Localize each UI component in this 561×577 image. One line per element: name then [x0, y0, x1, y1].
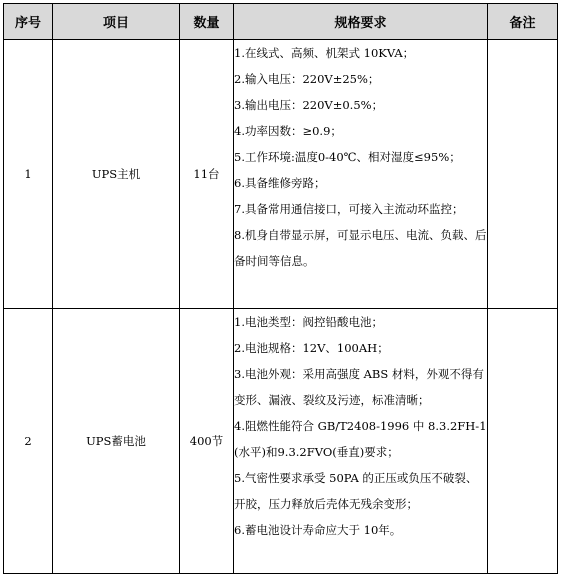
spec-line: 6.具备维修旁路； [234, 176, 326, 190]
cell-note [488, 309, 558, 574]
cell-note [488, 40, 558, 309]
spec-line: 7.具备常用通信接口，可接入主流动环监控； [234, 202, 464, 216]
header-row [4, 4, 558, 40]
cell-qty: 11台 [180, 40, 234, 309]
cell-seq: 1 [4, 40, 53, 309]
spec-table [3, 3, 558, 574]
cell-qty: 400节 [180, 309, 234, 574]
spec-line: 5.气密性要求承受 50PA 的正压或负压不破裂、开胶，压力释放后壳体无残余变形； [234, 471, 478, 511]
header-qty: 数量 [180, 4, 234, 40]
spec-line: 4.功率因数：≥0.9； [234, 124, 342, 138]
spec-line: 3.输出电压：220V±0.5%； [234, 98, 384, 112]
cell-seq: 2 [4, 309, 53, 574]
cell-item: UPS蓄电池 [53, 309, 180, 574]
spec-line: 5.工作环境:温度0-40℃、相对湿度≤95%； [234, 150, 461, 164]
table-row [4, 309, 558, 574]
spec-line: 2.输入电压：220V±25%； [234, 72, 380, 86]
spec-line: 1.电池类型：阀控铅酸电池； [234, 315, 383, 329]
spec-line: 8.机身自带显示屏，可显示电压、电流、负载、后备时间等信息。 [234, 228, 487, 268]
header-spec: 规格要求 [234, 4, 488, 40]
spec-line: 3.电池外观：采用高强度 ABS 材料，外观不得有变形、漏液、裂纹及污迹，标准清晰； [234, 367, 484, 407]
cell-specs [234, 309, 488, 574]
header-note: 备注 [488, 4, 558, 40]
cell-item: UPS主机 [53, 40, 180, 309]
table-row [4, 40, 558, 309]
cell-specs [234, 40, 488, 309]
spec-line: 2.电池规格：12V、100AH； [234, 341, 389, 355]
spec-line: 1.在线式、高频、机架式 10KVA； [234, 46, 415, 60]
spec-line: 6.蓄电池设计寿命应大于 10年。 [234, 523, 402, 537]
header-item: 项目 [53, 4, 180, 40]
header-seq: 序号 [4, 4, 53, 40]
spec-line: 4.阻燃性能符合 GB/T2408-1996 中 8.3.2FH-1(水平)和9.3.2FVO(垂直)要求； [234, 419, 487, 459]
